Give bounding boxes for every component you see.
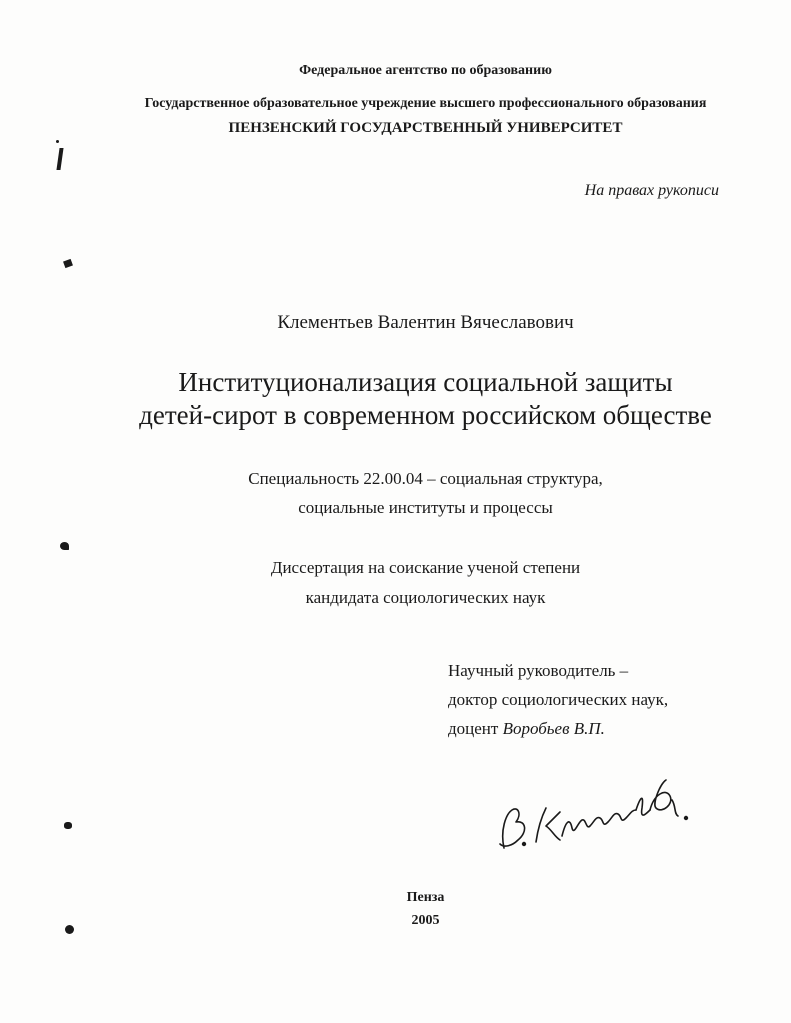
degree-line-1: Диссертация на соискание ученой степени bbox=[270, 558, 581, 577]
supervisor-line-2: доктор социологических наук, bbox=[448, 690, 669, 709]
institution-name: Государственное образовательное учреждение высшего профессионального образования bbox=[144, 96, 707, 111]
supervisor-line-3 bbox=[448, 719, 605, 739]
degree-line-2: кандидата социологических наук bbox=[305, 588, 546, 607]
scan-speck bbox=[63, 259, 73, 268]
specialty-line-2: социальные институты и процессы bbox=[298, 498, 553, 517]
handwritten-signature bbox=[490, 770, 700, 860]
scan-speck bbox=[65, 925, 74, 934]
specialty-line-1: Специальность 22.00.04 – социальная структура, bbox=[248, 469, 603, 488]
supervisor-line-1: Научный руководитель – bbox=[448, 661, 629, 680]
agency-name: Федеральное агентство по образованию bbox=[299, 63, 552, 78]
supervisor-name: Воробьев В.П. bbox=[502, 719, 605, 738]
dissertation-title-line-2: детей-сирот в современном российском обществе bbox=[139, 400, 712, 430]
scan-speck bbox=[64, 822, 72, 829]
scan-speck bbox=[56, 140, 59, 143]
scan-speck bbox=[60, 542, 69, 550]
scan-speck bbox=[56, 148, 63, 170]
supervisor-rank: доцент bbox=[448, 719, 503, 738]
city: Пенза bbox=[406, 890, 445, 905]
year: 2005 bbox=[411, 913, 440, 928]
university-name: ПЕНЗЕНСКИЙ ГОСУДАРСТВЕННЫЙ УНИВЕРСИТЕТ bbox=[228, 120, 623, 136]
dissertation-title-line-1: Институционализация социальной защиты bbox=[178, 367, 673, 397]
manuscript-note: На правах рукописи bbox=[584, 182, 719, 199]
author-name: Клементьев Валентин Вячеславович bbox=[277, 312, 574, 333]
